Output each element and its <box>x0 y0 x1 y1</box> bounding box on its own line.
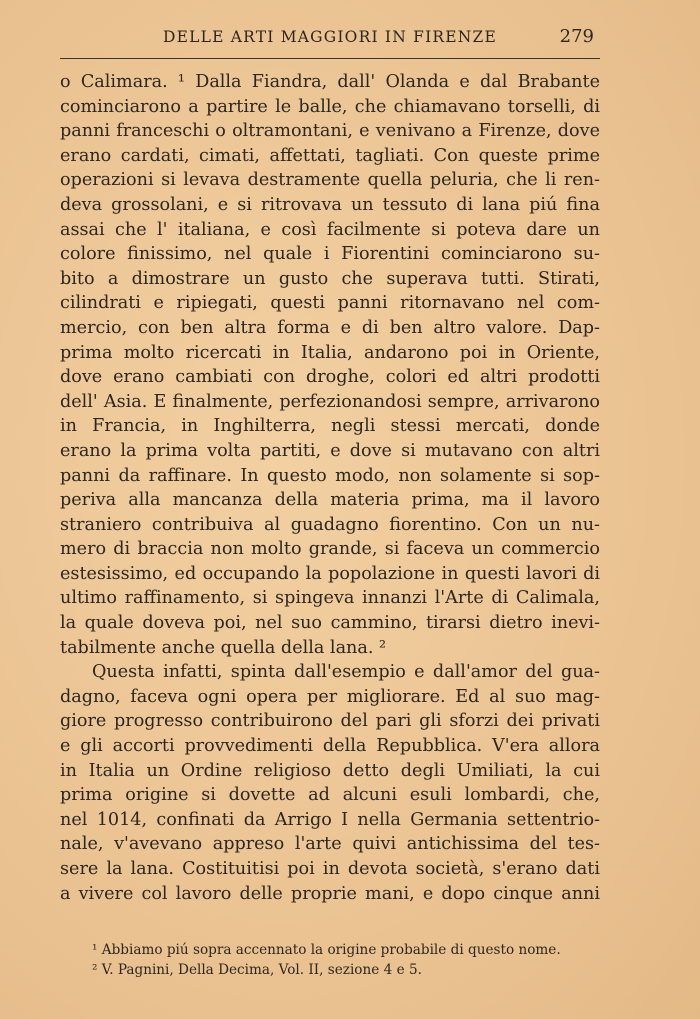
text-line: estesissimo, ed occupando la popolazione in questi lavori di <box>60 563 600 584</box>
footnote-2: ² V. Pagnini, Della Decima, Vol. II, sezione 4 e 5. <box>92 962 422 978</box>
text-line: nale, v'avevano appreso l'arte quivi antichissima del tes- <box>60 834 600 855</box>
text-line: operazioni si levava destramente quella peluria, che li ren- <box>60 170 600 191</box>
text-line: straniero contribuiva al guadagno fiorentino. Con un nu- <box>60 514 600 535</box>
text-line: prima molto ricercati in Italia, andarono poi in Oriente, <box>60 342 600 363</box>
text-line: dell' Asia. E finalmente, perfezionandosi sempre, arrivarono <box>60 391 600 412</box>
text-line: prima origine si dovette ad alcuni esuli lombardi, che, <box>60 785 600 806</box>
text-line: sere la lana. Costituitisi poi in devota società, s'erano dati <box>60 859 600 879</box>
text-line: giore progresso contribuirono del pari gli sforzi dei privati <box>60 711 600 732</box>
paragraph-start-line: Questa infatti, spinta dall'esempio e dall'amor del gua- <box>92 662 600 683</box>
text-line: periva alla mancanza della materia prima, ma il lavoro <box>60 490 600 511</box>
text-line: colore finissimo, nel quale i Fiorentini cominciarono su- <box>60 244 600 265</box>
text-line: in Francia, in Inghilterra, negli stessi mercati, donde <box>60 416 600 437</box>
body-text <box>60 70 600 906</box>
paragraph-end-line: tabilmente anche quella della lana. ² <box>60 637 387 658</box>
text-line: o Calimara. ¹ Dalla Fiandra, dall' Olanda e dal Brabante <box>60 72 600 92</box>
text-line: deva grossolani, e si ritrovava un tessuto di lana piú fina <box>60 194 600 215</box>
text-line: la quale doveva poi, nel suo cammino, tirarsi dietro inevi- <box>60 613 600 634</box>
footnotes <box>92 940 602 980</box>
running-title: DELLE ARTI MAGGIORI IN FIRENZE <box>162 28 498 46</box>
text-line: mercio, con ben altra forma e di ben altro valore. Dap- <box>60 317 600 338</box>
text-line: in Italia un Ordine religioso detto degli Umiliati, la cui <box>60 760 600 781</box>
text-line: erano cardati, cimati, affettati, tagliati. Con queste prime <box>60 145 600 166</box>
text-line: cominciarono a partire le balle, che chiamavano torselli, di <box>60 96 600 117</box>
text-line: ultimo raffinamento, si spingeva innanzi l'Arte di Calimala, <box>60 588 600 609</box>
text-line: cilindrati e ripiegati, questi panni ritornavano nel com- <box>60 293 600 314</box>
page-number: 279 <box>559 26 594 47</box>
text-line: erano la prima volta partiti, e dove si mutavano con altri <box>60 440 600 461</box>
text-line: bito a dimostrare un gusto che superava tutti. Stirati, <box>60 268 600 289</box>
header-rule <box>60 58 600 59</box>
text-line: nel 1014, confinati da Arrigo I nella Germania settentrio- <box>60 809 600 830</box>
text-line: dove erano cambiati con droghe, colori ed altri prodotti <box>60 367 600 388</box>
text-line: panni da raffinare. In questo modo, non solamente si sop- <box>60 465 600 486</box>
text-line: assai che l' italiana, e così facilmente si poteva dare un <box>60 219 600 240</box>
text-line: e gli accorti provvedimenti della Repubblica. V'era allora <box>60 736 600 757</box>
text-line: mero di braccia non molto grande, si faceva un commercio <box>60 539 600 560</box>
text-line: dagno, faceva ogni opera per migliorare. Ed al suo mag- <box>60 686 600 707</box>
text-line: panni franceschi o oltramontani, e venivano a Firenze, dove <box>60 121 600 142</box>
page-header <box>60 26 600 56</box>
text-line: a vivere col lavoro delle proprie mani, e dopo cinque anni <box>60 883 600 904</box>
footnote-1: ¹ Abbiamo piú sopra accennato la origine probabile di questo nome. <box>92 942 561 958</box>
